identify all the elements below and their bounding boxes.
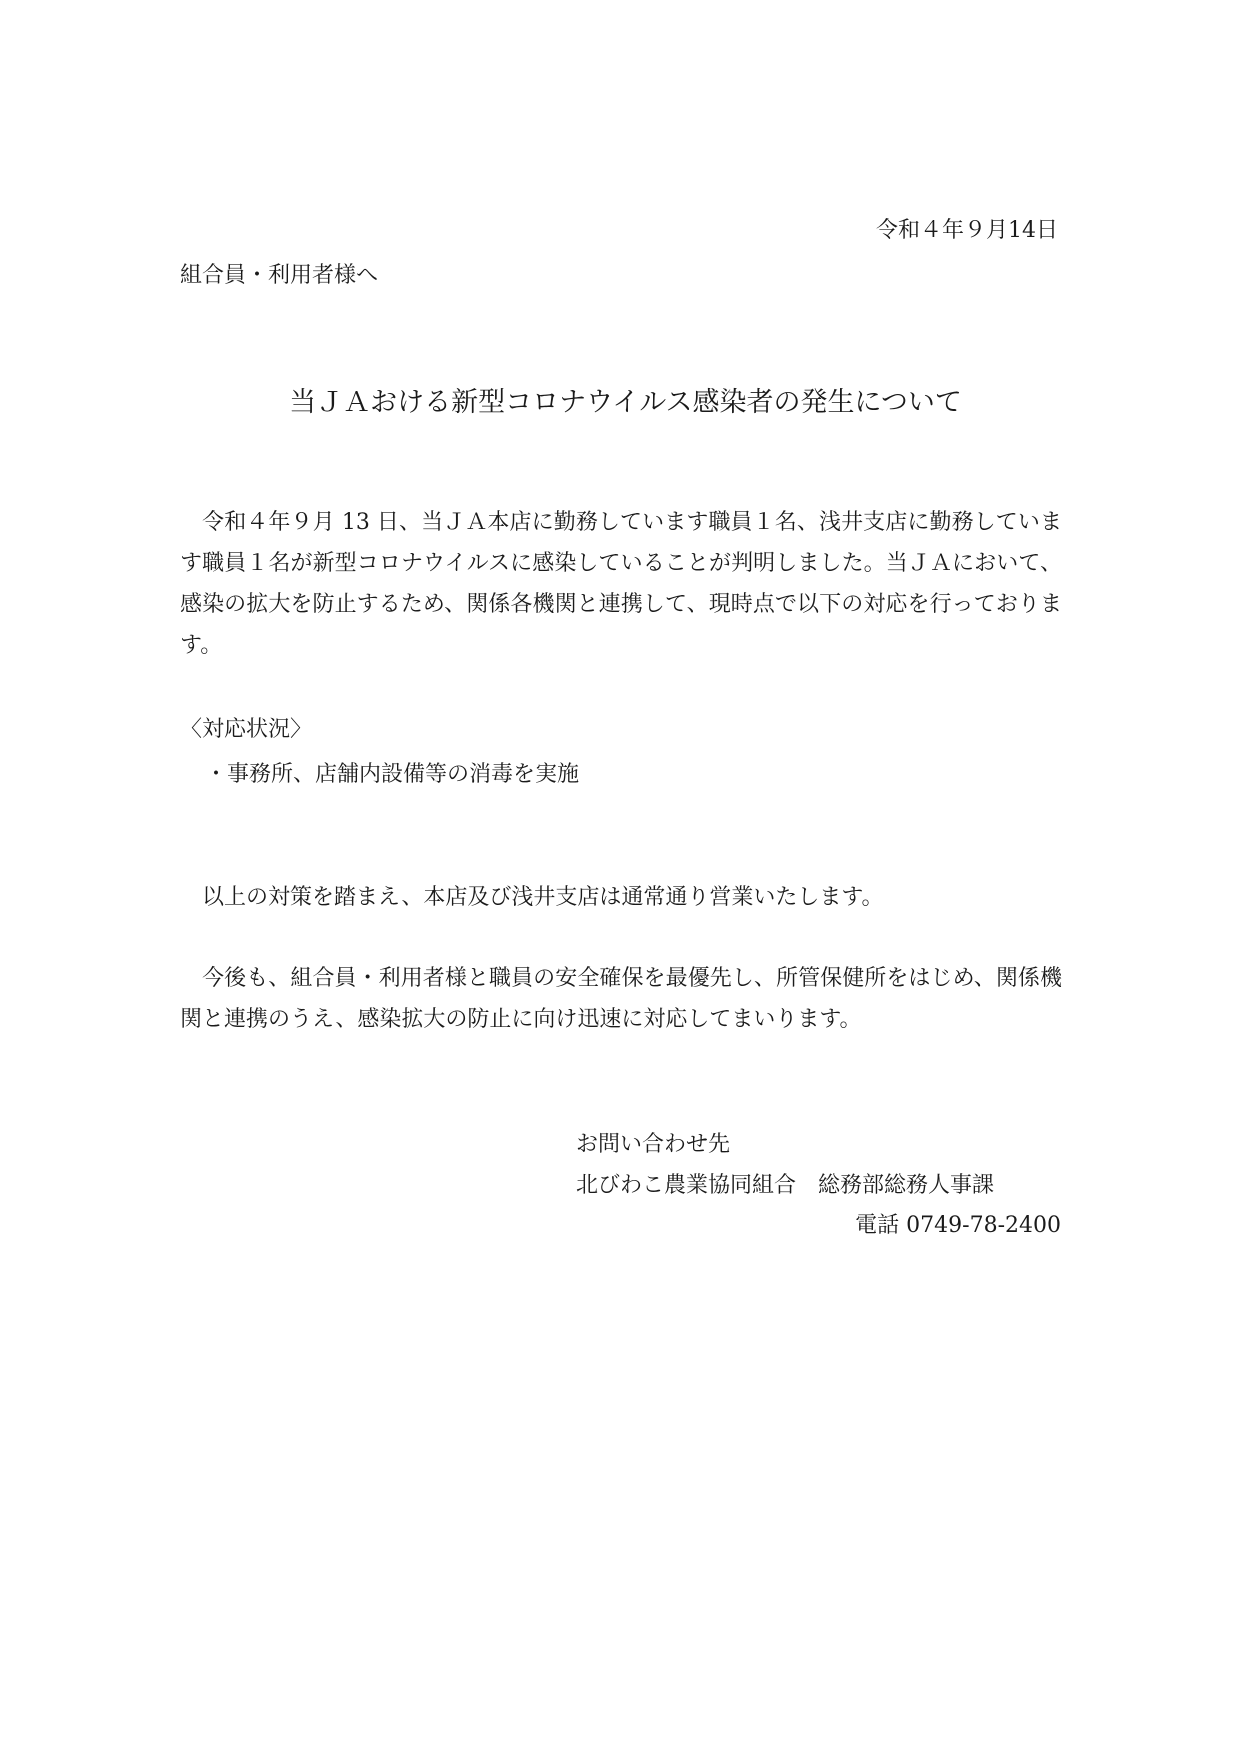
paragraph-announcement: 令和４年９月 13 日、当ＪＡ本店に勤務しています職員１名、浅井支店に勤務しています職員１名が新型コロナウイルスに感染していることが判明しました。当ＪＡにおいて、感染の拡大を防止するため、関係各機関と連携して、現時点で以下の対応を行っております。 (180, 510, 1062, 658)
bullet-item-disinfection: ・事務所、店舗内設備等の消毒を実施 (205, 762, 580, 787)
contact-phone: 電話 0749-78-2400 (855, 1213, 1061, 1238)
paragraph-future-policy: 今後も、組合員・利用者様と職員の安全確保を最優先し、所管保健所をはじめ、関係機関と連携のうえ、感染拡大の防止に向け迅速に対応してまいります。 (180, 966, 1062, 1032)
document-date: 令和４年９月14日 (876, 218, 1058, 243)
paragraph-business-status: 以上の対策を踏まえ、本店及び浅井支店は通常通り営業いたします。 (180, 885, 884, 910)
contact-organization: 北びわこ農業協同組合 総務部総務人事課 (576, 1173, 995, 1198)
section-heading-response: 〈対応状況〉 (180, 717, 313, 742)
contact-heading: お問い合わせ先 (576, 1132, 731, 1157)
addressee: 組合員・利用者様へ (180, 263, 379, 288)
document-title: 当ＪＡおける新型コロナウイルス感染者の発生について (289, 387, 962, 418)
